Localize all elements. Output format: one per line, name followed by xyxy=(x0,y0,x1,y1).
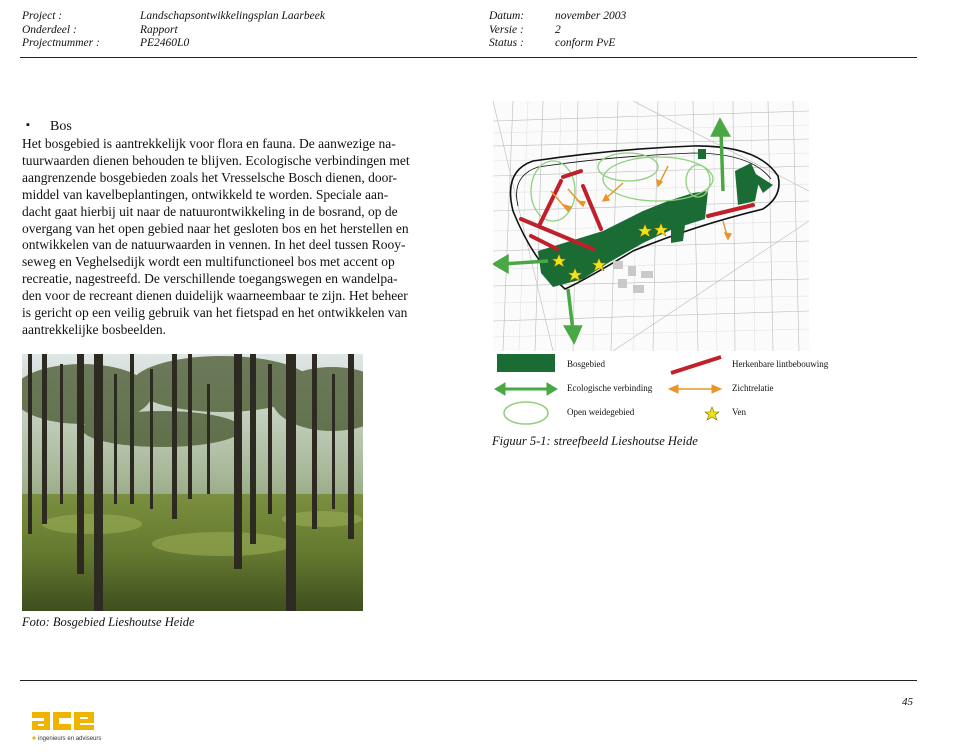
header-value-status: conform PvE xyxy=(555,37,616,49)
legend-label-zichtrelatie: Zichtrelatie xyxy=(732,383,774,393)
legend-label-ven: Ven xyxy=(732,407,746,417)
landscape-map xyxy=(493,101,809,351)
body-line: tuurwaarden dienen behouden te blijven. Ecologische verbindingen met xyxy=(22,152,410,168)
body-line: den voor de recreant dienen duidelijk waarneembaar te zijn. Het beheer xyxy=(22,288,408,304)
legend-line-lintbebouwing xyxy=(671,357,721,373)
header-label-onderdeel: Onderdeel : xyxy=(22,23,77,36)
body-line: aangrenzende bosgebieden zoals het Vresselsche Bosch dienen, door- xyxy=(22,169,398,185)
header-label-datum: Datum: xyxy=(489,10,525,22)
header-labels-right xyxy=(489,10,524,51)
header-label-project: Project : xyxy=(22,10,63,22)
legend-ellipse-weidegebied xyxy=(504,402,548,424)
ace-logo xyxy=(24,708,104,748)
section-bullet: ▪ xyxy=(26,119,30,131)
body-line: recreatie, nagestreefd. De verschillende toegangswegen en wandelpa- xyxy=(22,271,398,287)
legend-star-ven xyxy=(705,407,719,420)
header-label-projectnummer: Projectnummer : xyxy=(22,37,100,49)
header-value-projectnummer: PE2460L0 xyxy=(140,37,190,49)
header-value-datum: november 2003 xyxy=(555,10,627,22)
photo-caption: Foto: Bosgebied Lieshoutse Heide xyxy=(22,615,195,629)
legend-label-lintbebouwing: Herkenbare lintbebouwing xyxy=(732,359,829,369)
header-rule xyxy=(20,57,917,58)
legend-arrow-ecologisch xyxy=(495,383,557,395)
legend-swatch-bosgebied xyxy=(497,354,555,372)
body-line: overgang van het open gebied naar het gesloten bos en het herstellen en xyxy=(22,220,409,236)
header-labels-left xyxy=(22,10,100,51)
header-value-project: Landschapsontwikkelingsplan Laarbeek xyxy=(140,10,325,22)
header-label-versie: Versie : xyxy=(489,23,524,36)
legend-label-ecologisch: Ecologische verbinding xyxy=(567,383,653,393)
figure-caption: Figuur 5-1: streefbeeld Lieshoutse Heide xyxy=(492,434,698,448)
body-line: dacht gaat hierbij uit naar de natuurontwikkeling in de bosrand, op de xyxy=(22,203,398,219)
header-values-right xyxy=(555,10,626,51)
body-line: ontwikkelen van de natuurwaarden in vennen. In het deel tussen Rooy- xyxy=(22,237,406,253)
svg-text:ingenieurs en adviseurs: ingenieurs en adviseurs xyxy=(38,736,102,742)
body-line: middel van kavelbeplantingen, ontwikkeld te worden. Speciale aan- xyxy=(22,186,389,202)
body-line: is gericht op een veilig gebruik van het fietspad en het ontwikkelen van xyxy=(22,305,408,321)
header-values-left xyxy=(140,10,325,51)
section-body xyxy=(22,136,446,339)
header-label-status: Status : xyxy=(489,37,524,49)
page-number: 45 xyxy=(902,696,913,708)
forest-photo xyxy=(22,354,363,611)
legend-label-weidegebied: Open weidegebied xyxy=(567,407,635,417)
map-legend xyxy=(493,352,853,432)
legend-arrow-zichtrelatie xyxy=(669,385,721,393)
header-value-onderdeel: Rapport xyxy=(140,23,178,36)
legend-label-bosgebied: Bosgebied xyxy=(567,359,605,369)
body-line: Het bosgebied is aantrekkelijk voor flora en fauna. De aanwezige na- xyxy=(22,136,396,151)
section-title: Bos xyxy=(50,119,72,134)
footer-rule xyxy=(20,680,917,681)
body-line: seweg en Veghelsedijk wordt een multifunctioneel bos met accent op xyxy=(22,254,395,270)
body-line: aantrekkelijke bosbeelden. xyxy=(22,321,166,337)
header-value-versie: 2 xyxy=(555,23,561,36)
